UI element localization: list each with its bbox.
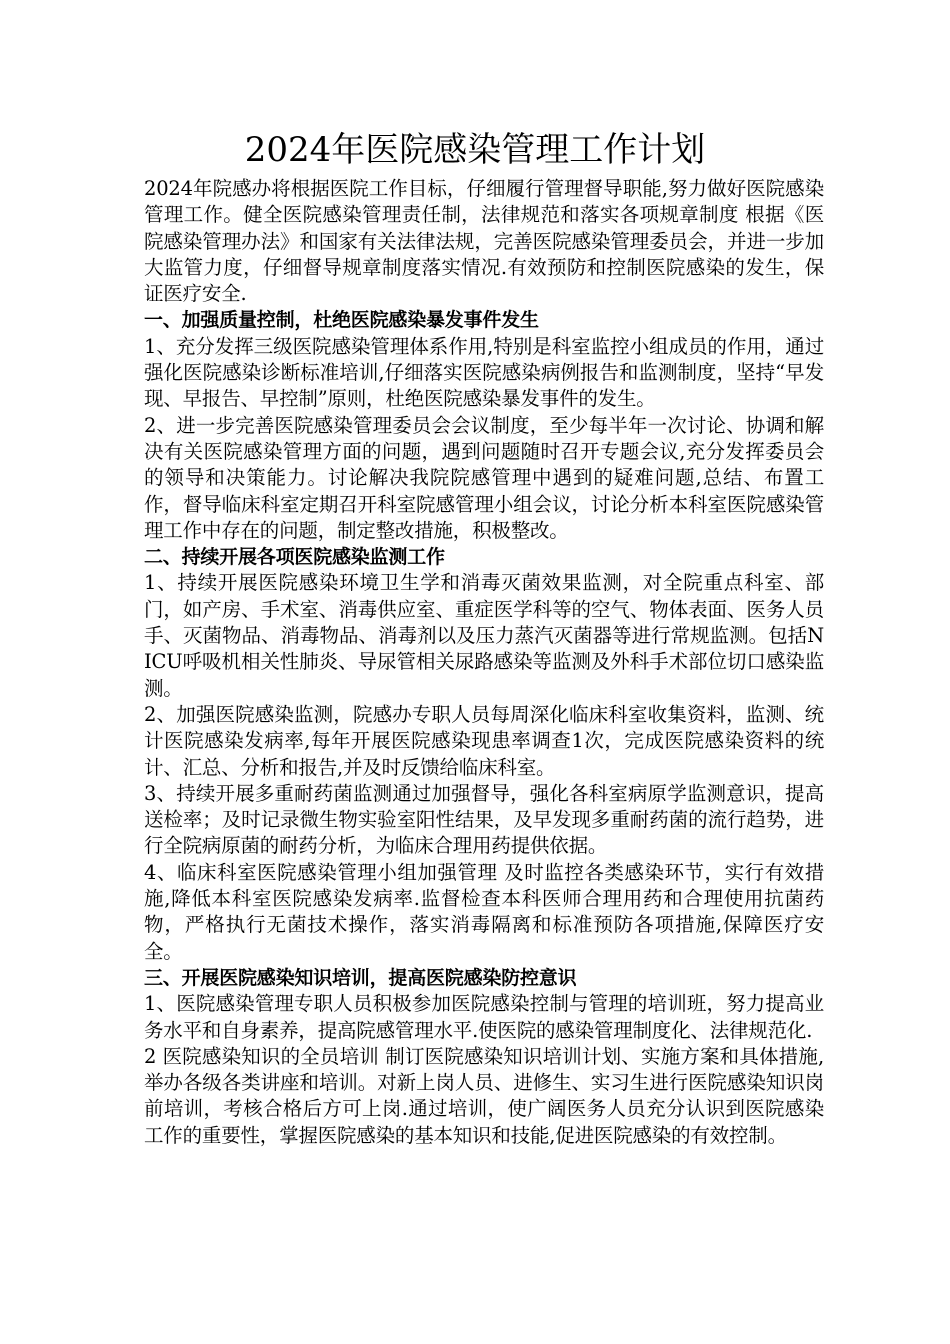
- paragraph: 1、持续开展医院感染环境卫生学和消毒灭菌效果监测，对全院重点科室、部门，如产房、手术室、消毒供应室、重症医学科等的空气、物体表面、医务人员手、灭菌物品、消毒物品、消毒剂以及压力蒸汽灭菌器等进行常规监测。包括NICU呼吸机相关性肺炎、导尿管相关尿路感染等监测及外科手术部位切口感染监测。: [144, 571, 824, 700]
- page-title: 2024年医院感染管理工作计划: [244, 130, 706, 170]
- paragraph: 1、医院感染管理专职人员积极参加医院感染控制与管理的培训班，努力提高业务水平和自身素养，提高院感管理水平.使医院的感染管理制度化、法律规范化.: [144, 992, 824, 1042]
- paragraph: 1、充分发挥三级医院感染管理体系作用,特别是科室监控小组成员的作用，通过强化医院感染诊断标准培训,仔细落实医院感染病例报告和监测制度，坚持“早发现、早报告、早控制”原则，杜绝医院感染暴发事件的发生。: [144, 334, 824, 411]
- paragraph: 2、进一步完善医院感染管理委员会会议制度，至少每半年一次讨论、协调和解决有关医院感染管理方面的问题，遇到问题随时召开专题会议,充分发挥委员会的领导和决策能力。讨论解决我院院感管理中遇到的疑难问题,总结、布置工作，督导临床科室定期召开科室院感管理小组会议，讨论分析本科室医院感染管理工作中存在的问题，制定整改措施，积极整改。: [144, 413, 824, 542]
- paragraph: 3、持续开展多重耐药菌监测通过加强督导，强化各科室病原学监测意识，提高送检率；及时记录微生物实验室阳性结果，及早发现多重耐药菌的流行趋势，进行全院病原菌的耐药分析，为临床合理用药提供依据。: [144, 781, 824, 858]
- section-heading-2: 二、持续开展各项医院感染监测工作: [144, 546, 445, 569]
- paragraph: 4、临床科室医院感染管理小组加强管理 及时监控各类感染环节，实行有效措施,降低本科室医院感染发病率.监督检查本科医师合理用药和合理使用抗菌药物，严格执行无菌技术操作，落实消毒隔离和标准预防各项措施,保障医疗安全。: [144, 860, 824, 963]
- paragraph: 2 医院感染知识的全员培训 制订医院感染知识培训计划、实施方案和具体措施,举办各级各类讲座和培训。对新上岗人员、进修生、实习生进行医院感染知识岗前培训，考核合格后方可上岗.通过培训，使广阔医务人员充分认识到医院感染工作的重要性，掌握医院感染的基本知识和技能,促进医院感染的有效控制。: [144, 1044, 824, 1147]
- intro-paragraph: 2024年院感办将根据医院工作目标，仔细履行管理督导职能,努力做好医院感染管理工作。健全医院感染管理责任制，法律规范和落实各项规章制度 根据《医院感染管理办法》和国家有关法律法规，完善医院感染管理委员会，并进一步加大监管力度，仔细督导规章制度落实情况.有效预防和控制医院感染的发生，保证医疗安全.: [144, 177, 824, 306]
- paragraph: 2、加强医院感染监测，院感办专职人员每周深化临床科室收集资料，监测、统计医院感染发病率,每年开展医院感染现患率调查1次，完成医院感染资料的统计、汇总、分析和报告,并及时反馈给临床科室。: [144, 702, 824, 779]
- section-heading-3: 三、开展医院感染知识培训，提高医院感染防控意识: [144, 966, 577, 989]
- section-heading-1: 一、加强质量控制，杜绝医院感染暴发事件发生: [144, 309, 539, 332]
- document-body: [144, 176, 824, 1149]
